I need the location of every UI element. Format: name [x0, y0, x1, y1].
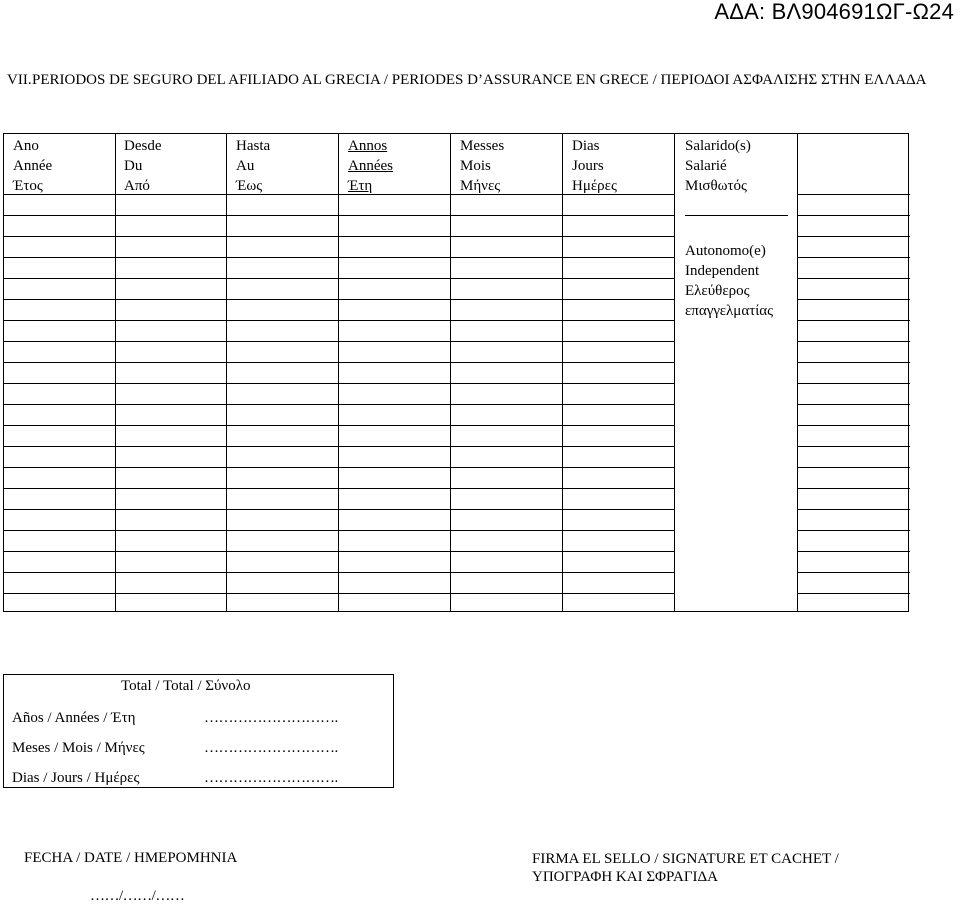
row-divider [797, 530, 910, 531]
row-divider [797, 488, 910, 489]
row-divider [4, 404, 674, 405]
header-line: Salarié [685, 158, 727, 174]
row-divider [797, 446, 910, 447]
row-divider [4, 215, 674, 216]
independent-line: επαγγελματίας [685, 303, 774, 319]
row-divider [797, 215, 910, 216]
header-from [124, 136, 162, 196]
header-line: Έτος [13, 178, 43, 194]
header-line: Au [236, 158, 255, 174]
header-line: Έως [236, 178, 263, 194]
column-divider [338, 134, 339, 611]
document-code: ΑΔΑ: ΒΛ904691ΩΓ-Ω24 [714, 0, 954, 24]
header-line: Dias [572, 138, 600, 154]
row-divider [4, 320, 674, 321]
row-divider [4, 236, 674, 237]
header-line: Desde [124, 138, 162, 154]
header-line: Hasta [236, 138, 271, 154]
date-field[interactable]: ……/……/…… [90, 888, 185, 904]
row-divider [797, 320, 910, 321]
section-number: VII. [7, 72, 32, 88]
row-divider [4, 551, 674, 552]
independent-line: Ελεύθερος [685, 283, 750, 299]
header-year [13, 136, 52, 196]
totals-days-value[interactable]: ………………………. [204, 770, 338, 786]
header-line: Annos [348, 138, 388, 154]
row-divider [4, 383, 674, 384]
section-heading [7, 70, 932, 90]
row-divider [797, 425, 910, 426]
row-divider [4, 593, 674, 594]
column-divider [797, 134, 798, 611]
row-divider [4, 530, 674, 531]
totals-years-value[interactable]: ………………………. [204, 710, 338, 726]
signature-label-line: FIRMA EL SELLO / SIGNATURE ET CACHET / [532, 851, 839, 867]
row-divider [4, 278, 674, 279]
row-divider [797, 299, 910, 300]
header-line: Mois [460, 158, 491, 174]
date-label: FECHA / DATE / ΗΜΕΡΟΜΗΝΙΑ [24, 850, 238, 866]
header-line: Salarido(s) [685, 138, 751, 154]
section-title-text: PERIODOS DE SEGURO DEL AFILIADO AL GRECIA / PERIODES D’ASSURANCE EN GRECE / ΠΕΡΙΟΔΟΙ ΑΣΦΑΛΙΣΗΣ ΣΤΗΝ ΕΛΛΑΔΑ [32, 72, 927, 88]
column-divider [115, 134, 116, 611]
employed-divider [685, 215, 788, 216]
insurance-periods-table [3, 133, 909, 612]
row-divider [797, 593, 910, 594]
independent-line: Autonomo(e) [685, 243, 766, 259]
header-months [460, 136, 504, 196]
row-divider [797, 341, 910, 342]
row-divider [797, 551, 910, 552]
totals-box [3, 674, 394, 788]
totals-days-label: Dias / Jours / Ημέρες [12, 770, 140, 786]
row-divider [797, 572, 910, 573]
column-divider [450, 134, 451, 611]
row-divider [797, 236, 910, 237]
header-to [236, 136, 270, 196]
independent-label [685, 241, 773, 321]
totals-months-value[interactable]: ………………………. [204, 740, 338, 756]
header-line: Έτη [348, 178, 373, 194]
row-divider [4, 509, 674, 510]
row-divider [797, 509, 910, 510]
signature-label-line: ΥΠΟΓΡΑΦΗ ΚΑΙ ΣΦΡΑΓΙΔΑ [532, 869, 718, 885]
column-divider [562, 134, 563, 611]
header-employed [685, 136, 751, 196]
totals-title: Total / Total / Σύνολο [121, 678, 251, 694]
row-divider [4, 257, 674, 258]
header-line: Μισθωτός [685, 178, 747, 194]
row-divider [4, 362, 674, 363]
row-divider [4, 446, 674, 447]
row-divider [797, 278, 910, 279]
row-divider [4, 467, 674, 468]
row-divider [4, 425, 674, 426]
header-years [348, 136, 393, 196]
header-line: Année [13, 158, 53, 174]
signature-label [532, 850, 839, 886]
header-line: Jours [572, 158, 604, 174]
row-divider [797, 383, 910, 384]
independent-line: Independent [685, 263, 760, 279]
header-line: Années [348, 158, 393, 174]
row-divider [797, 194, 910, 195]
row-divider [797, 257, 910, 258]
totals-months-label: Meses / Mois / Μήνες [12, 740, 145, 756]
row-divider [797, 467, 910, 468]
row-divider [4, 299, 674, 300]
column-divider [226, 134, 227, 611]
header-days [572, 136, 617, 196]
row-divider [797, 362, 910, 363]
row-divider [4, 488, 674, 489]
row-divider [4, 341, 674, 342]
totals-years-label: Años / Années / Έτη [12, 710, 136, 726]
header-line: Από [124, 178, 150, 194]
row-divider [4, 572, 674, 573]
header-line: Ημέρες [572, 178, 617, 194]
header-line: Ano [13, 138, 39, 154]
row-divider [4, 194, 674, 195]
header-line: Μήνες [460, 178, 501, 194]
row-divider [797, 404, 910, 405]
column-divider [674, 134, 675, 611]
header-line: Messes [460, 138, 505, 154]
header-line: Du [124, 158, 143, 174]
